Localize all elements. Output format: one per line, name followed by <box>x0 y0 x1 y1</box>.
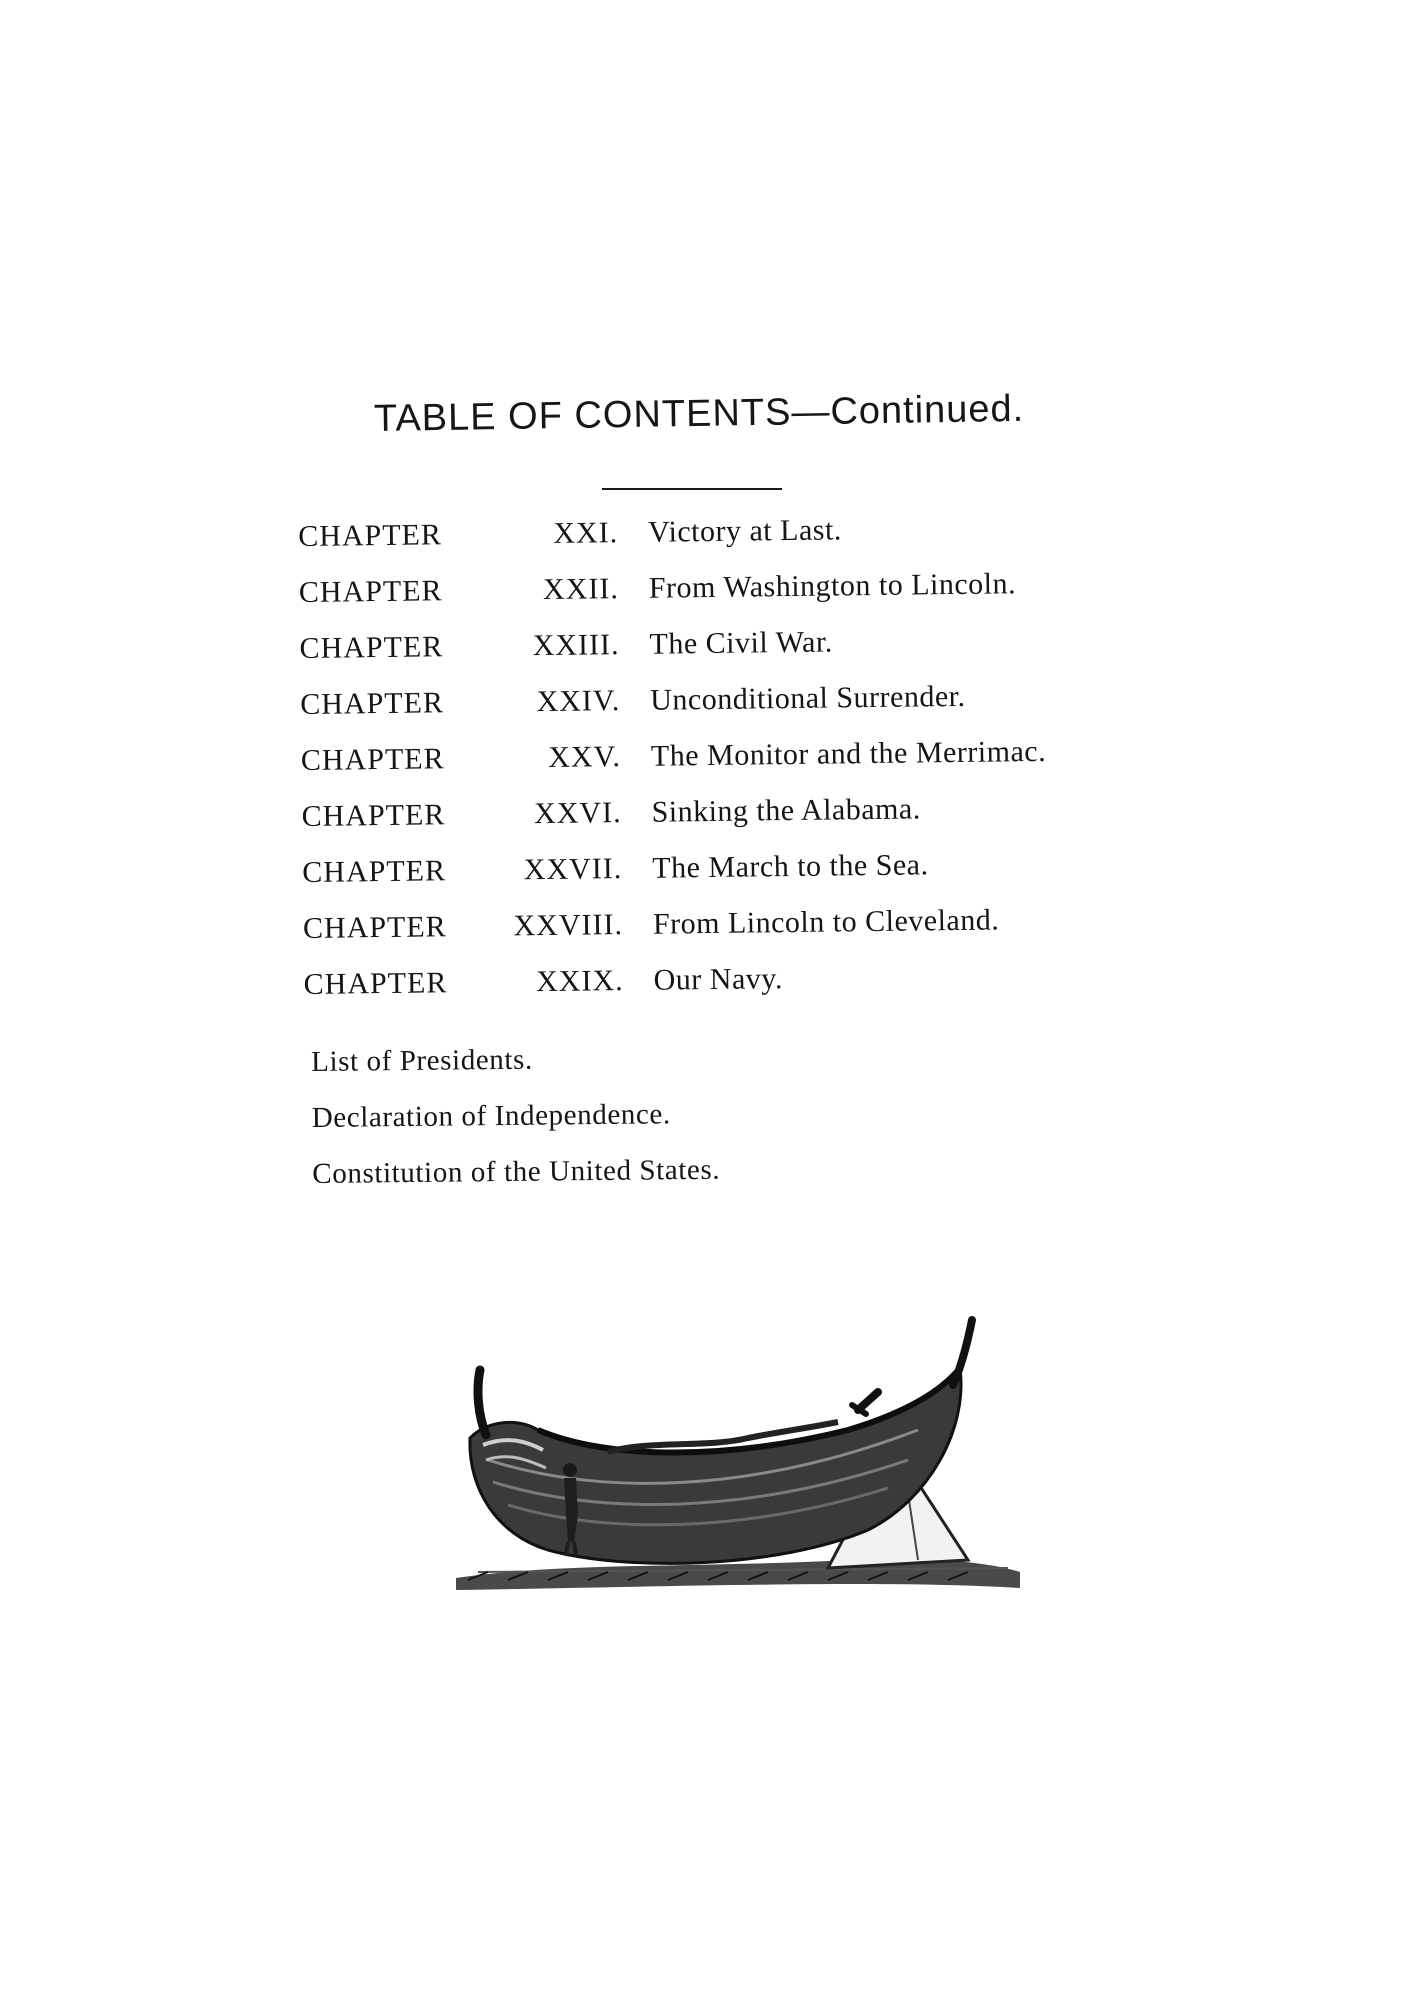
title-suffix: Continued. <box>830 387 1025 433</box>
chapter-row-26 <box>301 790 1152 856</box>
title-main: TABLE OF CONTENTS <box>373 391 792 440</box>
chapter-title: From Washington to Lincoln. <box>648 567 1017 605</box>
chapter-number: XXVII. <box>523 852 623 887</box>
chapter-number: XXIX. <box>535 964 624 999</box>
chapter-label: CHAPTER <box>299 630 444 665</box>
chapter-list <box>298 510 1154 1024</box>
chapter-number: XXII. <box>542 572 620 607</box>
chapter-number: XXV. <box>548 740 622 774</box>
chapter-label: CHAPTER <box>300 686 445 721</box>
chapter-number: XXVIII. <box>513 908 624 943</box>
chapter-row-23 <box>299 622 1150 688</box>
chapter-row-29 <box>303 958 1154 1024</box>
chapter-label: CHAPTER <box>302 854 447 889</box>
chapter-label: CHAPTER <box>303 966 448 1001</box>
chapter-number: XXIII. <box>532 628 620 663</box>
title-divider <box>602 488 782 490</box>
appendix-constitution: Constitution of the United States. <box>312 1153 721 1190</box>
chapter-title: The March to the Sea. <box>652 848 929 885</box>
chapter-title: Unconditional Surrender. <box>650 679 966 717</box>
chapter-title: The Monitor and the Merrimac. <box>650 734 1047 773</box>
title-dash: — <box>791 390 831 434</box>
chapter-label: CHAPTER <box>301 798 446 833</box>
chapter-row-25 <box>301 734 1152 800</box>
chapter-number: XXIV. <box>536 684 621 719</box>
chapter-row-24 <box>300 678 1151 744</box>
page-title <box>374 388 1025 441</box>
appendix-list <box>311 1038 1113 1214</box>
chapter-number: XXVI. <box>533 796 622 831</box>
chapter-label: CHAPTER <box>300 742 445 777</box>
chapter-title: The Civil War. <box>649 625 833 661</box>
viking-ship-illustration-icon <box>448 1310 1028 1600</box>
appendix-declaration: Declaration of Independence. <box>311 1098 671 1134</box>
appendix-list-of-presidents: List of Presidents. <box>311 1043 533 1078</box>
chapter-row-22 <box>299 566 1150 632</box>
chapter-row-27 <box>302 846 1153 912</box>
chapter-title: Sinking the Alabama. <box>651 792 921 829</box>
chapter-label: CHAPTER <box>298 574 443 609</box>
chapter-label: CHAPTER <box>298 518 443 553</box>
chapter-label: CHAPTER <box>302 910 447 945</box>
chapter-number: XXI. <box>553 516 619 550</box>
chapter-row-28 <box>303 902 1154 968</box>
chapter-title: From Lincoln to Cleveland. <box>652 903 1000 941</box>
chapter-title: Our Navy. <box>653 962 784 997</box>
chapter-row-21 <box>298 510 1149 576</box>
chapter-title: Victory at Last. <box>647 513 843 549</box>
